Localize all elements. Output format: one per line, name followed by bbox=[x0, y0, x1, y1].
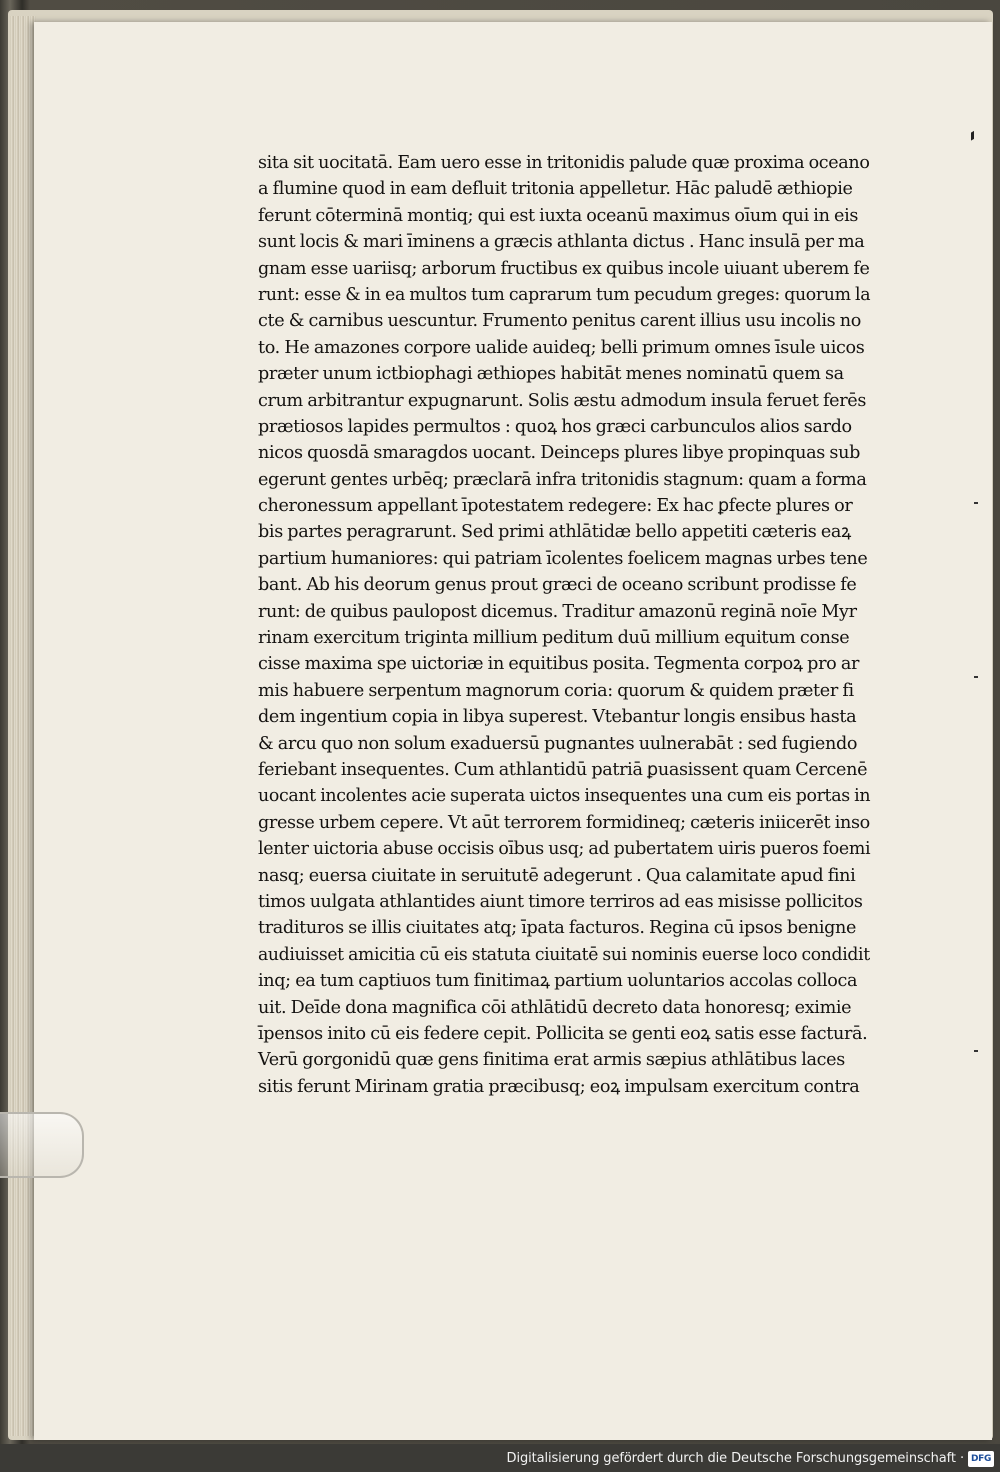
text-line: runt: esse & in ea multos tum caprarum tum pecudum greges: quorum la bbox=[258, 284, 871, 305]
text-line: sita sit uocitatā. Eam uero esse in tritonidis palude quæ proxima oceano bbox=[258, 153, 870, 173]
text-line: crum arbitrantur expugnarunt. Solis æstu admodum insula feruet ferēs bbox=[258, 390, 867, 411]
text-line: gnam esse uariisq; arborum fructibus ex quibus incole uiuant uberem fe bbox=[258, 258, 870, 279]
text-line: egerunt gentes urbēq; præclarā infra tritonidis stagnum: quam a forma bbox=[258, 469, 867, 490]
margin-mark bbox=[974, 676, 978, 678]
text-line: dem ingentium copia in libya superest. Vtebantur longis ensibus hasta bbox=[258, 707, 857, 728]
text-line: præter unum ictbiophagi æthiopes habitāt menes nominatū quem sa bbox=[258, 364, 844, 385]
text-line: nasq; euersa ciuitate in seruitutē adegerunt . Qua calamitate apud fini bbox=[258, 865, 856, 886]
text-line: rinam exercitum triginta millium peditum duū millium equitum conse bbox=[258, 628, 850, 649]
text-line: audiuisset amicitia cū eis statuta ciuitatē sui nominis euerse loco condidit bbox=[258, 944, 870, 965]
text-line: nicos quosdā smaragdos uocant. Deinceps plures libye propinquas sub bbox=[258, 443, 860, 464]
margin-mark bbox=[974, 502, 978, 504]
margin-mark bbox=[974, 1050, 978, 1052]
text-line: partium humaniores: qui patriam īcolentes foelicem magnas urbes tene bbox=[258, 548, 868, 569]
text-line: cte & carnibus uescuntur. Frumento penitus carent illius usu incolis no bbox=[258, 311, 861, 332]
text-line: gresse urbem cepere. Vt aūt terrorem formidineq; cæteris iniicerēt inso bbox=[258, 812, 870, 833]
dfg-logo: DFG bbox=[968, 1451, 994, 1467]
text-line: runt: de quibus paulopost dicemus. Traditur amazonū reginā noīe Myr bbox=[258, 601, 857, 622]
text-line: timos uulgata athlantides aiunt timore terriros ad eas misisse pollicitos bbox=[258, 891, 863, 912]
text-line: uit. Deīde dona magnifica cōi athlātidū decreto data honoresq; eximie bbox=[258, 997, 852, 1018]
text-line: ferunt cōterminā montiq; qui est iuxta oceanū maximus oīum qui in eis bbox=[258, 205, 859, 226]
text-line: prætiosos lapides permultos : quoꝝ hos græci carbunculos alios sardo bbox=[258, 416, 852, 437]
text-line: bis partes peragrarunt. Sed primi athlātidæ bello appetiti cæteris eaꝝ bbox=[258, 522, 851, 543]
text-line: feriebant insequentes. Cum athlantidū patriā ꝑuasissent quam Cercenē bbox=[258, 759, 868, 780]
text-line: tradituros se illis ciuitates atq; īpata facturos. Regina cū ipsos benigne bbox=[258, 918, 857, 939]
text-line: a flumine quod in eam defluit tritonia appelletur. Hāc paludē æthiopie bbox=[258, 179, 853, 200]
footer-bar bbox=[0, 1444, 1000, 1472]
text-line: īpensos inito cū eis federe cepit. Pollicita se genti eoꝝ satis esse facturā. bbox=[258, 1023, 868, 1044]
text-line: bant. Ab his deorum genus prout græci de oceano scribunt prodisse fe bbox=[258, 575, 857, 596]
text-line: mis habuere serpentum magnorum coria: quorum & quidem præter fi bbox=[258, 680, 854, 701]
text-line: to. He amazones corpore ualide auideq; belli primum omnes īsule uicos bbox=[258, 337, 865, 358]
page-leaf-edges bbox=[10, 16, 36, 1436]
text-line: sitis ferunt Mirinam gratia præcibusq; eoꝝ impulsam exercitum contra bbox=[258, 1076, 860, 1097]
text-column bbox=[258, 150, 870, 1100]
text-line: sunt locis & mari īminens a græcis athlanta dictus . Hanc insulā per ma bbox=[258, 232, 865, 253]
funding-credit: Digitalisierung gefördert durch die Deutsche Forschungsgemeinschaft · bbox=[506, 1451, 964, 1466]
text-line: inq; ea tum captiuos tum finitimaꝝ partium uoluntarios accolas colloca bbox=[258, 971, 858, 992]
text-line: lenter uictoria abuse occisis oībus usq; ad pubertatem uiris pueros foemi bbox=[258, 839, 871, 860]
text-line: Verū gorgonidū quæ gens finitima erat armis sæpius athlātibus laces bbox=[258, 1050, 845, 1071]
text-line: cisse maxima spe uictoriæ in equitibus posita. Tegmenta corpoꝝ pro ar bbox=[258, 654, 860, 675]
text-line: uocant incolentes acie superata uictos insequentes una cum eis portas in bbox=[258, 786, 871, 807]
text-line: cheronessum appellant īpotestatem redegere: Ex hac ꝑfecte plures or bbox=[258, 496, 853, 517]
text-line: & arcu quo non solum exaduersū pugnantes uulnerabāt : sed fugiendo bbox=[258, 733, 858, 754]
page-clip bbox=[0, 1112, 84, 1178]
